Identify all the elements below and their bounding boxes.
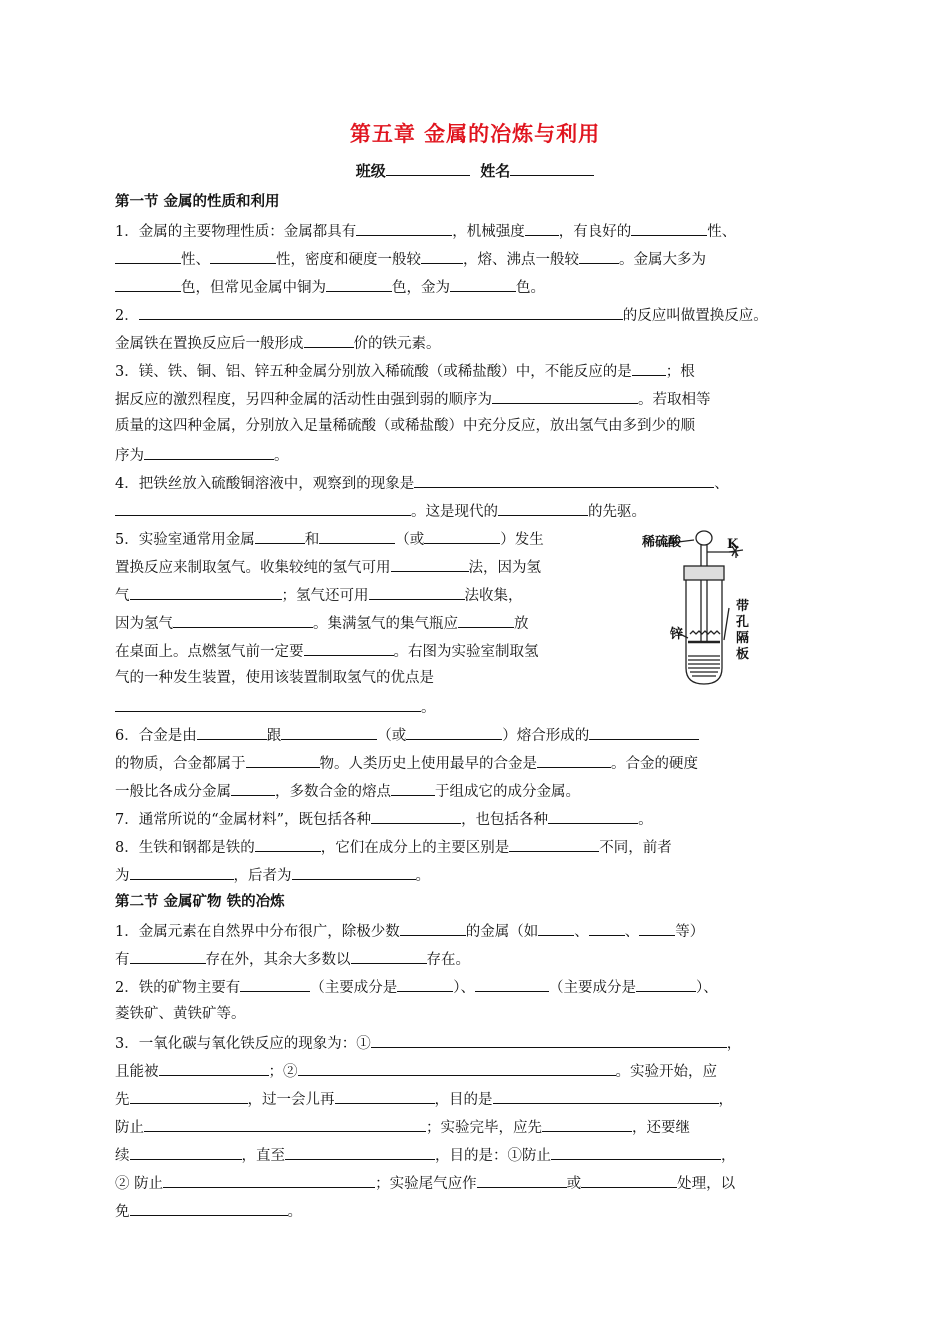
s2-q1-line2: 有 存在外，其余大多数以 存在。: [115, 949, 470, 969]
name-blank[interactable]: [510, 161, 594, 176]
s1-q5-line7: 。: [115, 697, 436, 717]
answer-blank[interactable]: [371, 809, 461, 824]
s2-q3-line2: 且能被 ；② 。实验开始，应: [115, 1061, 717, 1081]
answer-blank[interactable]: [477, 1173, 567, 1188]
answer-blank[interactable]: [400, 921, 466, 936]
answer-blank[interactable]: [636, 977, 696, 992]
answer-blank[interactable]: [369, 585, 465, 600]
s1-q5-line1: 5．实验室通常用金属 和 （或 ）发生: [115, 529, 544, 549]
answer-blank[interactable]: [197, 725, 267, 740]
s1-q5-line5: 在桌面上。点燃氢气前一定要 。右图为实验室制取氢: [115, 641, 539, 661]
s2-q3-line1: 3．一氧化碳与氧化铁反应的现象为：① ，: [115, 1033, 741, 1053]
answer-blank[interactable]: [356, 221, 452, 236]
answer-blank[interactable]: [498, 501, 588, 516]
class-blank[interactable]: [386, 161, 470, 176]
s1-q8-line1: 8．生铁和钢都是铁的 ，它们在成分上的主要区别是 不同，前者: [115, 837, 672, 857]
answer-blank[interactable]: [159, 1061, 269, 1076]
answer-blank[interactable]: [538, 921, 574, 936]
s1-q3-line4: 序为 。: [115, 445, 289, 465]
s1-q1-line1: 1．金属的主要物理性质：金属都具有 ，机械强度 ，有良好的 性、: [115, 221, 736, 241]
answer-blank[interactable]: [371, 1033, 727, 1048]
answer-blank[interactable]: [144, 445, 274, 460]
s1-q3-line3: 质量的这四种金属，分别放入足量稀硫酸（或稀盐酸）中充分反应，放出氢气由多到少的顺: [115, 418, 695, 434]
s2-q2-line2: 菱铁矿、黄铁矿等。: [115, 1006, 246, 1022]
section-2-heading: 第二节 金属矿物 铁的冶炼: [115, 893, 285, 910]
s1-q7: 7．通常所说的“金属材料”，既包括各种 ，也包括各种 。: [115, 809, 653, 829]
answer-blank[interactable]: [130, 1089, 248, 1104]
label-zinc: 锌: [670, 627, 684, 642]
answer-blank[interactable]: [130, 585, 282, 600]
label-perforated-plate-3: 隔: [736, 631, 750, 646]
answer-blank[interactable]: [509, 837, 599, 852]
answer-blank[interactable]: [292, 865, 416, 880]
answer-blank[interactable]: [319, 529, 395, 544]
answer-blank[interactable]: [631, 221, 707, 236]
answer-blank[interactable]: [115, 277, 181, 292]
answer-blank[interactable]: [632, 361, 666, 376]
answer-blank[interactable]: [298, 1061, 616, 1076]
answer-blank[interactable]: [115, 501, 411, 516]
name-label: 姓名: [480, 162, 511, 180]
answer-blank[interactable]: [581, 1173, 677, 1188]
page-title: 第五章 金属的冶炼与利用: [349, 121, 601, 146]
answer-blank[interactable]: [115, 249, 181, 264]
answer-blank[interactable]: [255, 529, 305, 544]
s2-q3-line4: 防止 ；实验完毕，应先 ，还要继: [115, 1117, 690, 1137]
s2-q3-line7: 免 。: [115, 1201, 302, 1221]
label-perforated-plate-2: 孔: [736, 615, 750, 630]
answer-blank[interactable]: [351, 949, 427, 964]
answer-blank[interactable]: [475, 977, 549, 992]
s1-q3-line2: 据反应的激烈程度，另四种金属的活动性由强到弱的顺序为 。若取相等: [115, 389, 711, 409]
answer-blank[interactable]: [551, 1145, 721, 1160]
s1-q8-line2: 为 ，后者为 。: [115, 865, 430, 885]
s1-q4-line1: 4．把铁丝放入硫酸铜溶液中，观察到的现象是 、: [115, 473, 729, 493]
label-dilute-sulfuric-acid: 稀硫酸: [642, 535, 682, 550]
s2-q3-line5: 续 ，直至 ，目的是：①防止 ，: [115, 1145, 736, 1165]
answer-blank[interactable]: [397, 977, 453, 992]
label-perforated-plate-4: 板: [736, 647, 750, 662]
s1-q1-line2: 性、 性，密度和硬度一般较 ，熔、沸点一般较 。金属大多为: [115, 249, 706, 269]
answer-blank[interactable]: [304, 333, 354, 348]
answer-blank[interactable]: [173, 613, 313, 628]
answer-blank[interactable]: [414, 473, 714, 488]
label-valve-k: K: [727, 537, 739, 552]
answer-blank[interactable]: [548, 809, 638, 824]
answer-blank[interactable]: [525, 221, 559, 236]
answer-blank[interactable]: [589, 921, 625, 936]
answer-blank[interactable]: [130, 1201, 288, 1216]
s1-q3-line1: 3．镁、铁、铜、铝、锌五种金属分别放入稀硫酸（或稀盐酸）中，不能反应的是 ；根: [115, 361, 695, 381]
class-label: 班级: [355, 162, 386, 180]
s2-q2-line1: 2．铁的矿物主要有 （主要成分是 ）、 （主要成分是 ）、: [115, 977, 718, 997]
s1-q5-line2: 置换反应来制取氢气。收集较纯的氢气可用 法，因为氢: [115, 557, 541, 577]
answer-blank[interactable]: [391, 557, 469, 572]
answer-blank[interactable]: [406, 725, 502, 740]
answer-blank[interactable]: [391, 781, 435, 796]
hydrogen-generator-figure: [632, 522, 792, 690]
answer-blank[interactable]: [542, 1117, 632, 1132]
s1-q1-line3: 色，但常见金属中铜为 色，金为 色。: [115, 277, 545, 297]
answer-blank[interactable]: [255, 837, 321, 852]
answer-blank[interactable]: [639, 921, 675, 936]
answer-blank[interactable]: [335, 1089, 435, 1104]
s1-q2-line2: 金属铁在置换反应后一般形成 价的铁元素。: [115, 333, 441, 353]
answer-blank[interactable]: [579, 249, 619, 264]
student-info: [0, 160, 950, 181]
s1-q6-line1: 6．合金是由 跟 （或 ）熔合形成的: [115, 725, 699, 745]
answer-blank[interactable]: [240, 977, 310, 992]
s2-q1-line1: 1．金属元素在自然界中分布很广，除极少数 的金属（如 、 、 等）: [115, 921, 704, 941]
s2-q3-line6: ② 防止 ；实验尾气应作 或 处理，以: [115, 1173, 735, 1193]
answer-blank[interactable]: [493, 1089, 719, 1104]
s1-q4-line2: 。这是现代的 的先驱。: [115, 501, 646, 521]
answer-blank[interactable]: [144, 1117, 426, 1132]
answer-blank[interactable]: [304, 641, 394, 656]
s1-q6-line2: 的物质，合金都属于 物。人类历史上使用最早的合金是 。合金的硬度: [115, 753, 698, 773]
s1-q5-line6: 气的一种发生装置，使用该装置制取氢气的优点是: [115, 670, 434, 686]
answer-blank[interactable]: [130, 949, 206, 964]
answer-blank[interactable]: [450, 277, 516, 292]
answer-blank[interactable]: [130, 1145, 242, 1160]
s2-q3-line3: 先 ，过一会儿再 ，目的是 ，: [115, 1089, 733, 1109]
answer-blank[interactable]: [210, 249, 276, 264]
s1-q5-line3: 气 ；氢气还可用 法收集，: [115, 585, 523, 605]
answer-blank[interactable]: [130, 865, 234, 880]
answer-blank[interactable]: [285, 1145, 435, 1160]
answer-blank[interactable]: [589, 725, 699, 740]
answer-blank[interactable]: [421, 249, 463, 264]
answer-blank[interactable]: [139, 305, 623, 320]
answer-blank[interactable]: [326, 277, 392, 292]
section-1-heading: 第一节 金属的性质和利用: [115, 193, 280, 210]
s1-q2-line1: 2． 的反应叫做置换反应。: [115, 305, 768, 325]
answer-blank[interactable]: [537, 753, 611, 768]
answer-blank[interactable]: [281, 725, 377, 740]
answer-blank[interactable]: [458, 613, 514, 628]
answer-blank[interactable]: [246, 753, 320, 768]
answer-blank[interactable]: [231, 781, 275, 796]
label-perforated-plate-1: 带: [736, 599, 750, 614]
answer-blank[interactable]: [492, 389, 638, 404]
answer-blank[interactable]: [115, 697, 421, 712]
answer-blank[interactable]: [163, 1173, 375, 1188]
answer-blank[interactable]: [424, 529, 500, 544]
s1-q5-line4: 因为氢气 。集满氢气的集气瓶应 放: [115, 613, 529, 633]
s1-q6-line3: 一般比各成分金属 ，多数合金的熔点 于组成它的成分金属。: [115, 781, 580, 801]
